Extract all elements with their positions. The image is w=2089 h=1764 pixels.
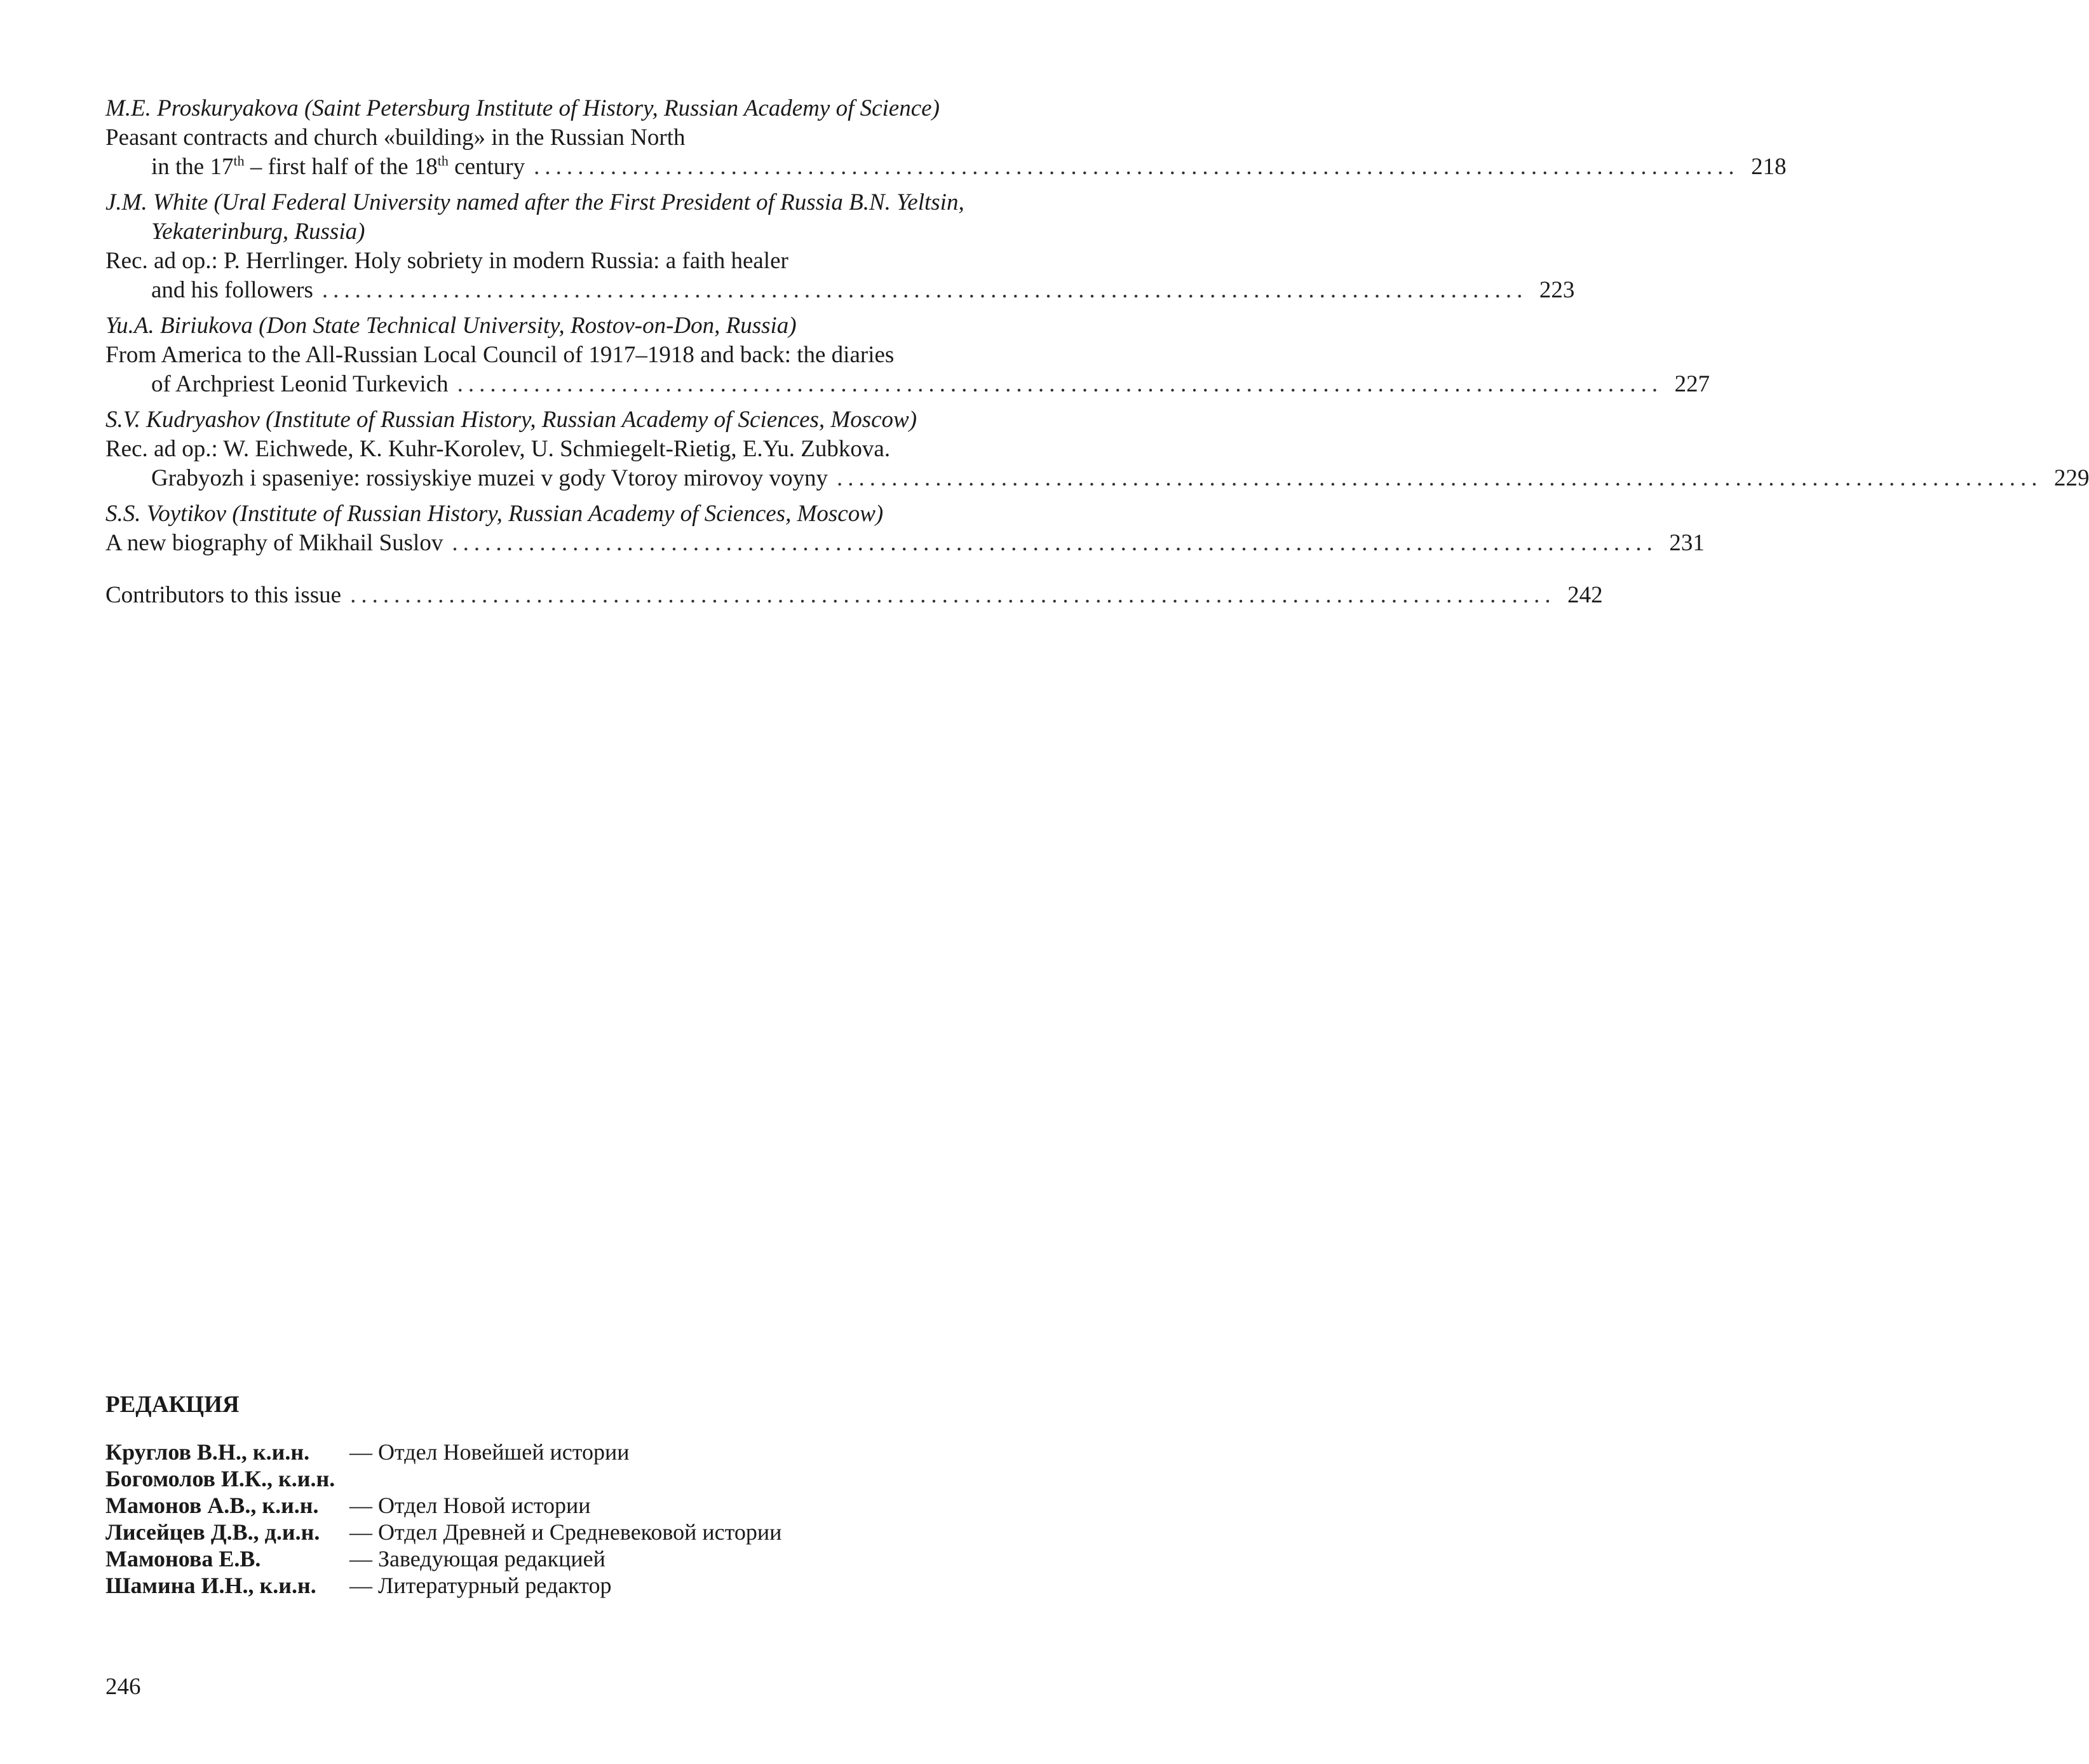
toc-author [105, 94, 1121, 123]
toc-title-text: and his followers [151, 277, 313, 303]
toc-title-line: Rec. ad op.: W. Eichwede, K. Kuhr-Korolev, U. Schmiegelt-Rietig, E.Yu. Zubkova. [105, 436, 891, 462]
toc-entry [105, 311, 1710, 399]
editor-role: — Заведующая редакцией [349, 1546, 605, 1571]
toc-page-number: 223 [1539, 277, 1575, 303]
toc-title-line: Rec. ad op.: P. Herrlinger. Holy sobriety in modern Russia: a faith healer [105, 248, 788, 274]
toc-author-text: S.S. Voytikov (Institute of Russian History, Russian Academy of Sciences, Moscow) [105, 501, 884, 527]
editor-role: — Отдел Новой истории [349, 1493, 591, 1518]
toc-title-text: of Archpriest Leonid Turkevich [151, 371, 449, 397]
toc-author-continuation: Yekaterinburg, Russia) [151, 219, 365, 245]
editor-name: Круглов В.Н., к.и.н. [105, 1439, 310, 1465]
toc-entry [105, 499, 1705, 558]
toc-author-text: M.E. Proskuryakova (Saint Petersburg Institute of History, Russian Academy of Science) [105, 95, 940, 121]
editor-name: Мамонов А.В., к.и.н. [105, 1493, 319, 1518]
toc-page-number: 242 [1567, 582, 1603, 608]
editor-name: Мамонова Е.В. [105, 1546, 261, 1571]
table-of-contents [105, 94, 2089, 610]
editorial-row [105, 1492, 931, 1519]
editor-role: — Отдел Новейшей истории [349, 1439, 630, 1465]
editorial-row [105, 1519, 931, 1545]
toc-page-number: 231 [1669, 530, 1705, 556]
toc-author [105, 188, 1121, 247]
toc-title-text: Grabyozh i spaseniye: rossiyskiye muzei v gody Vtoroy mirovoy voyny [151, 465, 828, 491]
toc-title-text: A new biography of Mikhail Suslov [105, 530, 443, 556]
toc-title-line: From America to the All-Russian Local Council of 1917–1918 and back: the diaries [105, 342, 895, 368]
toc-author [105, 499, 1121, 529]
toc-author-text: S.V. Kudryashov (Institute of Russian History, Russian Academy of Sciences, Moscow) [105, 407, 917, 433]
toc-entry [105, 94, 1787, 182]
editorial-row [105, 1439, 931, 1465]
editorial-row [105, 1465, 931, 1492]
editorial-title: РЕДАКЦИЯ [105, 1392, 240, 1418]
toc-title-line: Peasant contracts and church «building» in the Russian North [105, 125, 686, 151]
toc-entry [105, 188, 1575, 305]
dot-leader: .............................................................................................................. [457, 371, 1663, 397]
editor-name: Шамина И.Н., к.и.н. [105, 1573, 316, 1598]
toc-page-number: 218 [1751, 154, 1787, 180]
toc-title-line-with-page [105, 370, 1710, 399]
toc-title-line-with-page [105, 464, 2089, 493]
toc-page-number: 229 [2053, 465, 2089, 491]
toc-contributors [105, 581, 1603, 610]
dot-leader: .............................................................................................................. [836, 465, 2043, 491]
editor-name: Богомолов И.К., к.и.н. [105, 1466, 335, 1491]
editorial-row [105, 1572, 931, 1599]
editor-role: — Отдел Древней и Средневековой истории [349, 1519, 782, 1545]
dot-leader: .............................................................................................................. [321, 277, 1528, 303]
dot-leader: .............................................................................................................. [350, 582, 1556, 608]
editor-role: — Литературный редактор [349, 1573, 612, 1598]
toc-author [105, 311, 1121, 341]
toc-title-line-with-page [105, 153, 1787, 182]
editor-name: Лисейцев Д.В., д.и.н. [105, 1519, 320, 1545]
toc-contributors-label: Contributors to this issue [105, 582, 342, 608]
toc-author [105, 405, 1121, 435]
toc-page-number: 227 [1674, 371, 1710, 397]
toc-title-text: in the 17th – first half of the 18th century [151, 153, 525, 180]
toc-author-text: Yu.A. Biriukova (Don State Technical University, Rostov-on-Don, Russia) [105, 313, 797, 339]
dot-leader: .............................................................................................................. [452, 530, 1658, 556]
editorial-row [105, 1545, 931, 1572]
dot-leader: .............................................................................................................. [534, 154, 1740, 180]
editorial-board [105, 1390, 931, 1599]
toc-title-line-with-page [105, 529, 1705, 558]
toc-title-line-with-page [105, 276, 1575, 305]
toc-entry [105, 405, 2089, 493]
toc-author-text: J.M. White (Ural Federal University named after the First President of Russia B.N. Yeltsin, [105, 189, 964, 215]
page-number: 246 [105, 1674, 141, 1700]
